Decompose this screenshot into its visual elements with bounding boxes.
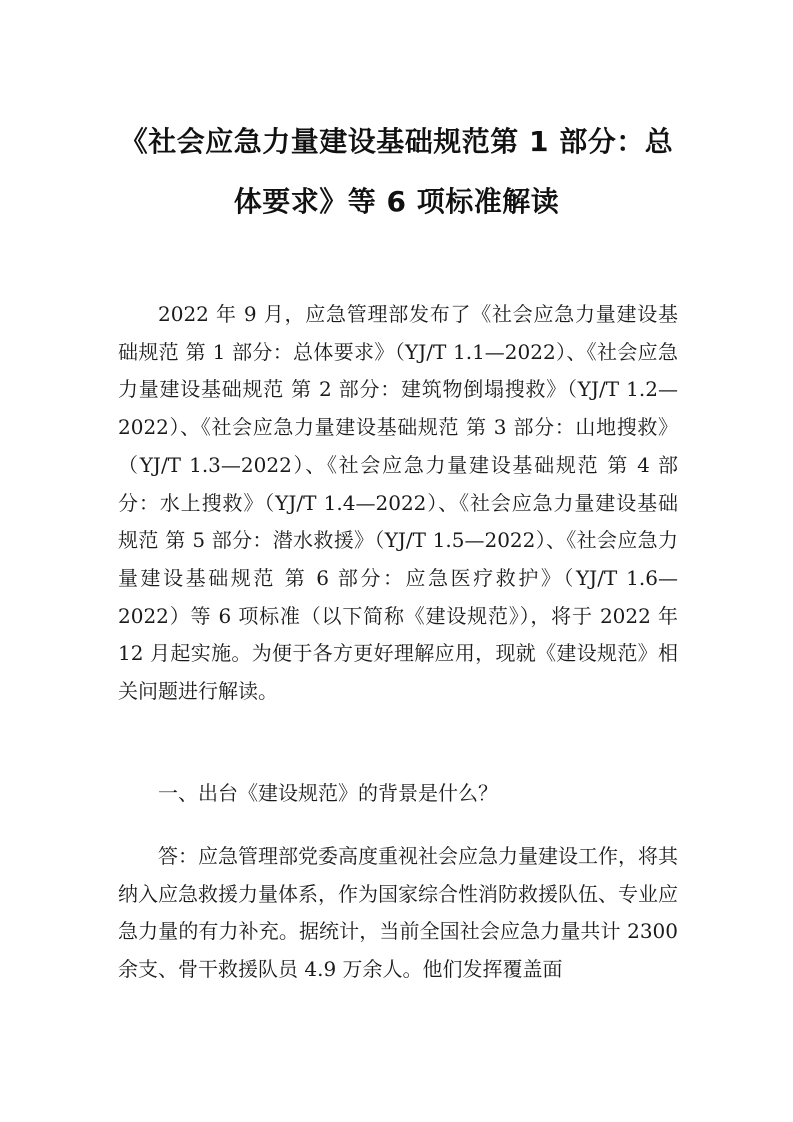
- answer-paragraph: 答：应急管理部党委高度重视社会应急力量建设工作，将其纳入应急救援力量体系，作为国家综合性消防救援队伍、专业应急力量的有力补充。据统计，当前全国社会应急力量共计 2300 余支、骨干救援队员 4.9 万余人。他们发挥覆盖面: [118, 844, 678, 982]
- answer-section: [118, 838, 678, 989]
- document-title-line-1: 《社会应急力量建设基础规范第 1 部分：总: [119, 125, 674, 158]
- intro-section: [118, 296, 678, 711]
- document-title-line-2: 体要求》等 6 项标准解读: [233, 185, 560, 218]
- question-heading: 一、出台《建设规范》的背景是什么？: [158, 781, 498, 805]
- intro-paragraph: 2022 年 9 月，应急管理部发布了《社会应急力量建设基础规范 第 1 部分：总体要求》（YJ/T 1.1—2022）、《社会应急力量建设基础规范 第 2 部分：建筑物倒塌搜救》（YJ/T 1.2—2022）、《社会应急力量建设基础规范 第 3 部分：山地搜救》（YJ/T 1.3—2022）、《社会应急力量建设基础规范 第 4 部分：水上搜救》（YJ/T 1.4—2022）、《社会应急力量建设基础规范 第 5 部分：潜水救援》（YJ/T 1.5—2022）、《社会应急力量建设基础规范 第 6 部分：应急医疗救护》（YJ/T 1.6—2022）等 6 项标准（以下简称《建设规范》），将于 2022 年 12 月起实施。为便于各方更好理解应用，现就《建设规范》相关问题进行解读。: [118, 302, 678, 704]
- question-section: [118, 775, 678, 813]
